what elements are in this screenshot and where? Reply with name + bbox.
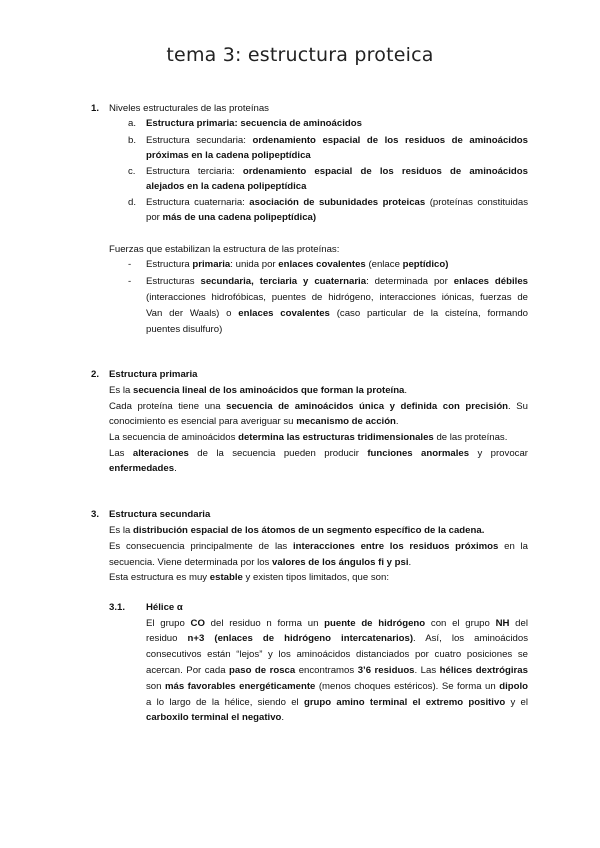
helix-line6: a lo largo de la hélice, siendo el grupo amino terminal el extremo positivo y el [146, 697, 529, 708]
s2-line3: conocimiento es esencial para averiguar su mecanismo de acción. [109, 416, 399, 427]
section-2-heading: Estructura primaria [109, 369, 198, 380]
helix-line2: residuo n+3 (enlaces de hidrógeno intercatenarios). Así, los aminoácidos [146, 633, 528, 644]
s3-line3: secuencia. Viene determinada por los valores de los ángulos fi y psi. [109, 557, 412, 568]
item-b-letter: b. [128, 135, 137, 146]
section-2-number: 2. [91, 369, 100, 380]
s2-line1: Es la secuencia lineal de los aminoácidos que forman la proteína. [109, 385, 408, 396]
s2-line5: Las alteraciones de la secuencia pueden producir funciones anormales y provocar [109, 448, 528, 459]
helix-line3: consecutivos están “lejos” y los aminoácidos distanciados por cuatro posiciones se [146, 649, 528, 660]
force-2-line4: puentes disulfuro) [146, 324, 223, 335]
s2-line4: La secuencia de aminoácidos determina las estructuras tridimensionales de las proteínas. [109, 432, 508, 443]
force-1-dash: - [128, 259, 132, 270]
helix-line4: acercan. Por cada paso de rosca encontramos 3’6 residuos. Las hélices dextrógiras [146, 665, 528, 676]
item-b-line2: próximas en la cadena polipeptídica [146, 150, 311, 161]
page-title: tema 3: estructura proteica [166, 44, 434, 66]
item-d-line1: Estructura cuaternaria: asociación de subunidades proteicas (proteínas constituidas [146, 197, 528, 208]
s2-line2: Cada proteína tiene una secuencia de aminoácidos única y definida con precisión. Su [109, 401, 528, 412]
force-2-dash: - [128, 276, 132, 287]
section-1-number: 1. [91, 103, 100, 114]
item-a-text: Estructura primaria: secuencia de aminoácidos [146, 118, 362, 129]
item-d-letter: d. [128, 197, 137, 208]
section-3-number: 3. [91, 509, 100, 520]
item-c-line1: Estructura terciaria: ordenamiento espacial de los residuos de aminoácidos [146, 166, 528, 177]
helix-line1: El grupo CO del residuo n forma un puente de hidrógeno con el grupo NH del [146, 618, 528, 629]
item-d-line2: por más de una cadena polipeptídica) [146, 212, 317, 223]
item-c-letter: c. [128, 166, 136, 177]
forces-heading: Fuerzas que estabilizan la estructura de las proteínas: [109, 244, 340, 255]
s2-line6: enfermedades. [109, 463, 177, 474]
s3-line4: Esta estructura es muy estable y existen tipos limitados, que son: [109, 572, 389, 583]
item-a-letter: a. [128, 118, 137, 129]
force-1-text: Estructura primaria: unida por enlaces covalentes (enlace peptídico) [146, 259, 449, 270]
subsection-3-1-number: 3.1. [109, 602, 126, 613]
s3-line1: Es la distribución espacial de los átomos de un segmento específico de la cadena. [109, 525, 485, 536]
helix-line5: son más favorables energéticamente (menos choques estéricos). Se forma un dipolo [146, 681, 528, 692]
subsection-3-1-heading: Hélice α [146, 602, 183, 613]
section-3-heading: Estructura secundaria [109, 509, 211, 520]
section-1-heading: Niveles estructurales de las proteínas [109, 103, 269, 114]
force-2-line3: Van der Waals) o enlaces covalentes (caso particular de la cisteína, formando [146, 308, 529, 319]
item-c-line2: alejados en la cadena polipeptídica [146, 181, 307, 192]
force-2-line1: Estructuras secundaria, terciaria y cuaternaria: determinada por enlaces débiles [146, 276, 528, 287]
item-b-line1: Estructura secundaria: ordenamiento espacial de los residuos de aminoácidos [146, 135, 528, 146]
s3-line2: Es consecuencia principalmente de las interacciones entre los residuos próximos en la [109, 541, 529, 552]
helix-line7: carboxilo terminal el negativo. [146, 712, 285, 723]
force-2-line2: (interacciones hidrofóbicas, puentes de hidrógeno, interacciones iónicas, fuerzas de [146, 292, 528, 303]
